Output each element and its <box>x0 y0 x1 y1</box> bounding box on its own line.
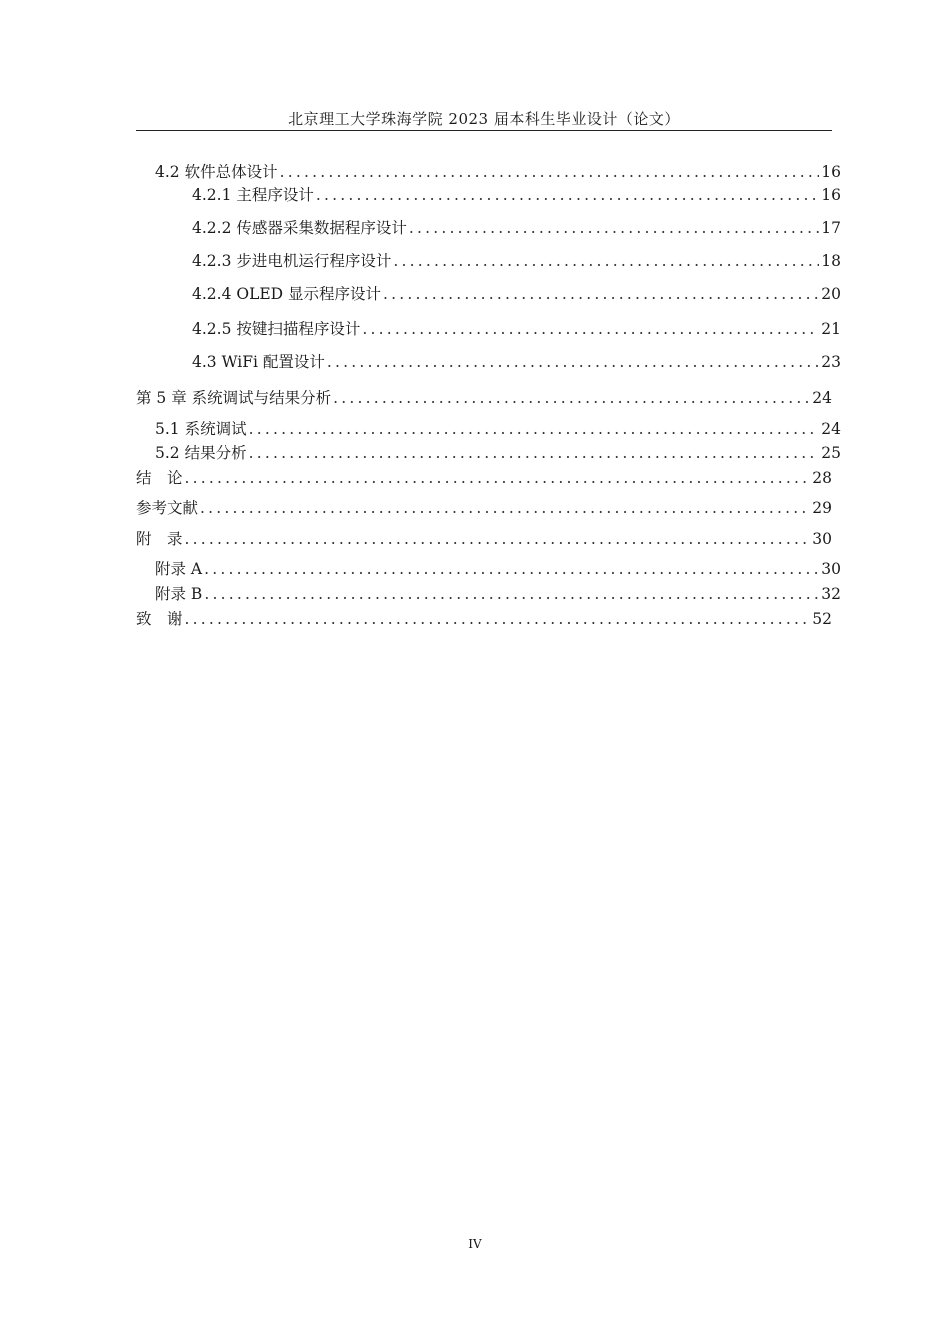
toc-entry-5-1[interactable] <box>155 419 841 439</box>
toc-entry-4-2[interactable] <box>155 162 841 182</box>
toc-entry-appendix-b[interactable] <box>155 584 841 604</box>
toc-entry-page: 32 <box>821 585 841 603</box>
toc-entry-page: 20 <box>821 285 841 303</box>
toc-entry-title: 附录 A <box>155 560 203 578</box>
toc-entry-page: 17 <box>821 219 841 237</box>
toc-entry-page: 30 <box>821 560 841 578</box>
toc-entry-conclusion[interactable] <box>136 468 832 488</box>
toc-entry-title: 4.2.4 OLED 显示程序设计 <box>192 285 382 303</box>
toc-leader-dots <box>185 609 811 629</box>
toc-entry-page: 24 <box>812 389 832 407</box>
toc-entry-page: 30 <box>812 530 832 548</box>
toc-entry-title: 4.2.5 按键扫描程序设计 <box>192 320 361 338</box>
toc-leader-dots <box>204 559 819 579</box>
toc-leader-dots <box>393 251 819 271</box>
toc-leader-dots <box>200 498 810 518</box>
toc-entry-5-2[interactable] <box>155 443 841 463</box>
toc-entry-4-2-2[interactable] <box>192 218 841 238</box>
toc-entry-4-2-1[interactable] <box>192 185 841 205</box>
toc-leader-dots <box>280 162 820 182</box>
toc-leader-dots <box>327 352 819 372</box>
toc-entry-4-2-5[interactable] <box>192 319 841 339</box>
toc-entry-page: 52 <box>812 610 832 628</box>
toc-entry-page: 24 <box>821 420 841 438</box>
toc-entry-page: 18 <box>821 252 841 270</box>
toc-leader-dots <box>185 529 811 549</box>
toc-leader-dots <box>362 319 819 339</box>
toc-entry-title: 附 录 <box>136 530 183 548</box>
toc-entry-title: 4.2.2 传感器采集数据程序设计 <box>192 219 407 237</box>
toc-entry-page: 16 <box>821 186 841 204</box>
toc-leader-dots <box>333 388 810 408</box>
toc-entry-chapter-5[interactable] <box>136 388 832 408</box>
toc-entry-page: 21 <box>821 320 841 338</box>
toc-entry-acknowledgements[interactable] <box>136 609 832 629</box>
toc-leader-dots <box>249 419 820 439</box>
toc-entry-page: 16 <box>821 163 841 181</box>
toc-leader-dots <box>249 443 820 463</box>
toc-entry-title: 5.1 系统调试 <box>155 420 247 438</box>
page-header-title: 北京理工大学珠海学院 2023 届本科生毕业设计（论文） <box>288 110 680 128</box>
page-number: IV <box>468 1237 482 1251</box>
toc-leader-dots <box>409 218 819 238</box>
toc-entry-title: 5.2 结果分析 <box>155 444 247 462</box>
toc-entry-title: 4.2.1 主程序设计 <box>192 186 314 204</box>
toc-entry-4-3[interactable] <box>192 352 841 372</box>
toc-entry-references[interactable] <box>136 498 832 518</box>
toc-leader-dots <box>204 584 819 604</box>
toc-entry-title: 第 5 章 系统调试与结果分析 <box>136 389 332 407</box>
toc-entry-page: 23 <box>821 353 841 371</box>
toc-entry-page: 28 <box>812 469 832 487</box>
toc-entry-title: 附录 B <box>155 585 203 603</box>
toc-entry-title: 4.2 软件总体设计 <box>155 163 278 181</box>
toc-entry-appendix[interactable] <box>136 529 832 549</box>
toc-entry-page: 29 <box>812 499 832 517</box>
toc-entry-appendix-a[interactable] <box>155 559 841 579</box>
toc-entry-page: 25 <box>821 444 841 462</box>
toc-entry-title: 结 论 <box>136 469 183 487</box>
toc-leader-dots <box>185 468 811 488</box>
toc-leader-dots <box>316 185 819 205</box>
toc-leader-dots <box>383 284 819 304</box>
toc-entry-4-2-3[interactable] <box>192 251 841 271</box>
toc-entry-title: 4.3 WiFi 配置设计 <box>192 353 325 371</box>
toc-entry-4-2-4[interactable] <box>192 284 841 304</box>
toc-entry-title: 参考文献 <box>136 499 199 517</box>
toc-entry-title: 致 谢 <box>136 610 183 628</box>
toc-entry-title: 4.2.3 步进电机运行程序设计 <box>192 252 392 270</box>
